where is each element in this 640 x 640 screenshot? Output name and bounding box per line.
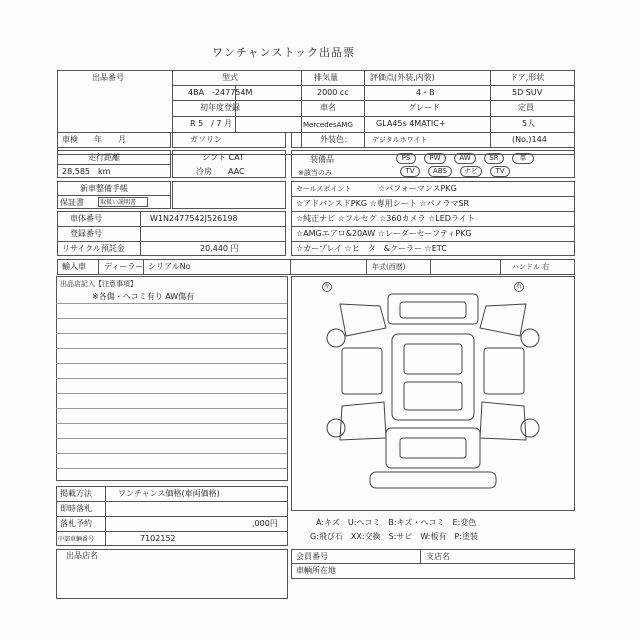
serial-label: シリアルNo (148, 262, 191, 271)
fuel-value: ガソリン (190, 135, 222, 144)
make-label: 車名 (320, 103, 336, 112)
sales-point-3: ☆純正ナビ ☆フルセグ ☆360カメラ ☆LEDライト (296, 214, 475, 223)
notes-label: 出品店記入【注意事項】 (60, 280, 137, 288)
right-side-mark: 右 (515, 283, 522, 290)
car-outline-diagram (300, 288, 566, 498)
legend-row-2: G:飛び石 XX:交換 S:サビ W:板有 P:塗装 (310, 532, 478, 541)
color-no: (No.)144 (512, 135, 547, 144)
dealer-label: ディーラー (104, 262, 144, 271)
displacement-value: 2000 cc (317, 88, 349, 97)
ac-value: 冷房 AAC (196, 167, 245, 176)
equip-aw: AW (454, 153, 476, 164)
location-label: 車輌所在地 (296, 566, 336, 575)
model-value: 4BA -247754M (188, 88, 253, 97)
displacement-label: 排気量 (314, 73, 338, 82)
manual-label: 取扱い説明書 (100, 199, 137, 206)
equipment-label: 装備品 (310, 155, 334, 164)
sales-point-1: ☆パフォーマンスPKG (378, 184, 457, 193)
model-label: 型式 (222, 73, 238, 82)
equip-abs: ABS (428, 166, 452, 177)
new-car-label: 新車整備手帳 (80, 184, 128, 193)
warranty-label: 保証書 (60, 198, 84, 207)
withdraw-label: 落札予約 (60, 519, 92, 528)
left-side-mark: 左 (323, 283, 330, 290)
first-reg-value: R 5 / 7 月 (190, 119, 233, 128)
mileage-label: 走行距離 (88, 153, 120, 162)
door-value: 5D SUV (512, 88, 543, 97)
equip-tv: TV (400, 166, 420, 177)
lot-label: 出品番号 (92, 73, 124, 82)
capacity-value: 5人 (522, 119, 536, 128)
year-label: 年式(西暦) (372, 263, 406, 271)
legend-row-1: A:キズ U:ヘコミ B:キズ・ヘコミ E:変色 (316, 518, 477, 527)
method-value: ワンチャンス価格(車両価格) (118, 489, 220, 498)
first-reg-label: 初年度登録 (200, 103, 240, 112)
method-label: 掲載方法 (60, 489, 92, 498)
stock-value: 7102152 (140, 534, 176, 543)
blank-cell (172, 181, 286, 209)
equip-tv2: TV (490, 166, 510, 177)
stock-label: 中部車輌番号 (58, 536, 95, 543)
sales-point-4: ☆AMGエアロ&20AW ☆レーダーセーフティPKG (296, 229, 472, 238)
page-title: ワンチャンストック出品票 (212, 46, 356, 59)
recycle-label: リサイクル預託金 (62, 244, 125, 253)
equip-sr: SR (484, 153, 504, 164)
reg-no-label: 登録番号 (70, 229, 102, 238)
shift-value: シフト CAT (202, 153, 244, 162)
chassis-label: 車体番号 (70, 214, 102, 223)
grade-label: グレード (408, 103, 440, 112)
color-label: 外装色： (320, 135, 352, 144)
sales-point-5: ☆カープレイ ☆ヒ タ &クーラー ☆ETC (296, 244, 447, 253)
instant-label: 即時落札 (60, 504, 92, 513)
equip-leather: 革 (512, 153, 534, 164)
recycle-value: 20,440 円 (200, 244, 239, 253)
grade-value: GLA45s 4MATIC+ (376, 119, 446, 128)
equip-navi: ナビ (460, 166, 482, 177)
store-label: 出品店名 (66, 551, 98, 560)
notes-line-1: ※各傷・ヘコミ有り AW傷有 (92, 292, 195, 301)
rating-value: 4・B (416, 88, 435, 97)
equipment-note: ※該当のみ (298, 169, 332, 177)
import-label: 輸入車 (62, 262, 86, 271)
door-label: ドア,形状 (510, 73, 545, 82)
member-label: 会員番号 (296, 552, 328, 561)
inspection-label: 車検 年 月 (62, 135, 126, 144)
branch-label: 支店名 (426, 552, 450, 561)
rating-label: 評価点(外装,内装) (370, 73, 435, 82)
capacity-label: 定員 (518, 103, 534, 112)
equip-pw: PW (424, 153, 446, 164)
sales-point-2: ☆アドバンスドPKG ☆専用シート ☆パノラマSR (296, 199, 470, 208)
handle-label: ハンドル 右 (512, 263, 550, 271)
equip-ps: PS (396, 153, 416, 164)
make-value: MercedesAMG (303, 121, 353, 129)
chassis-value: W1N2477542J526198 (150, 214, 238, 223)
mileage-value: 28,585 km (62, 167, 111, 176)
sales-point-label: セールスポイント (296, 185, 352, 193)
price-suffix: ,000円 (252, 519, 278, 528)
color-value: デジタルホワイト (372, 136, 428, 144)
